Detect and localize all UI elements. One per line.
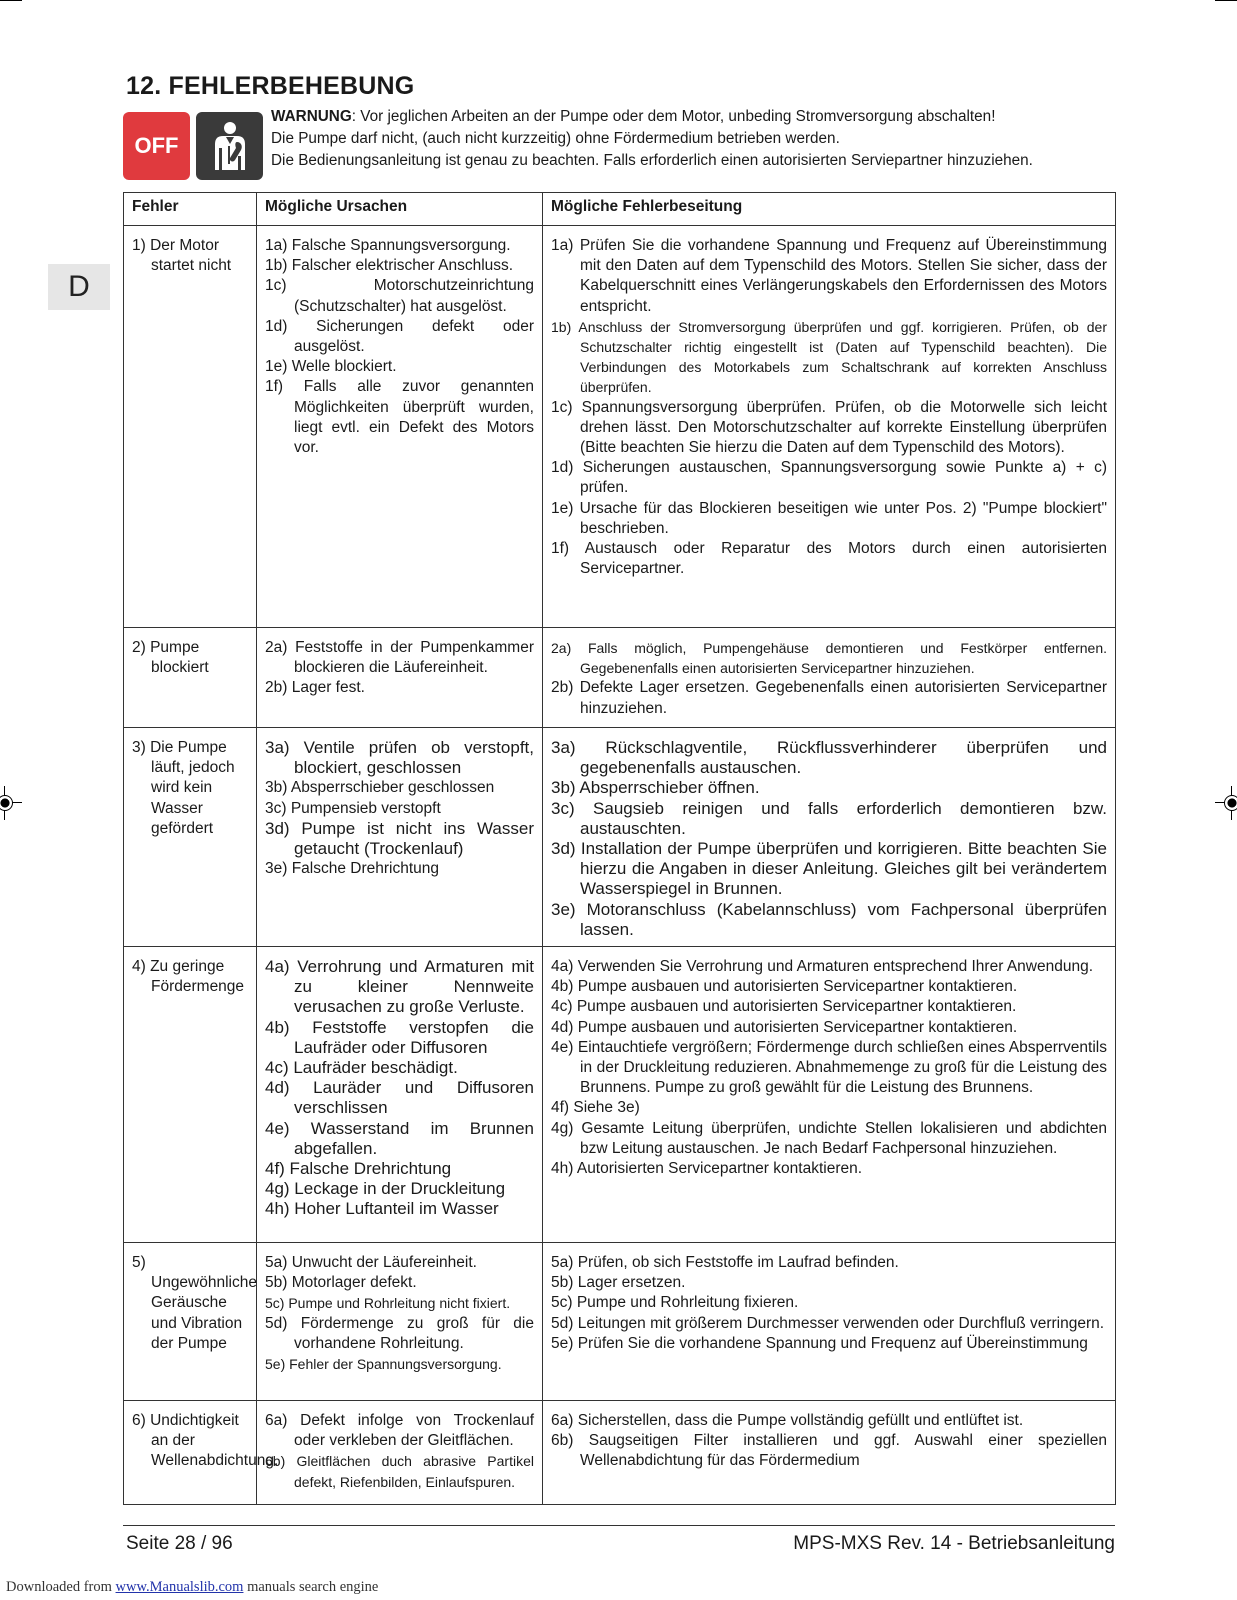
remedy-item: 5d) Leitungen mit größerem Durchmesser verwenden oder Durchfluß verringern. — [551, 1314, 1105, 1332]
remedies-cell — [543, 226, 1116, 628]
remedy-item: 3e) Motoranschluss (Kabelannschluss) vom Fachpersonal überprüfen lassen. — [551, 899, 1107, 939]
remedy-item: 4c) Pumpe ausbauen und autorisierten Servicepartner kontaktieren. — [551, 998, 1017, 1016]
remedy-item: 4b) Pumpe ausbauen und autorisierten Servicepartner kontaktieren. — [551, 978, 1018, 996]
cause-item: 5a) Unwucht der Läufereinheit. — [265, 1254, 477, 1272]
remedy-item: 4d) Pumpe ausbauen und autorisierten Servicepartner kontaktieren. — [551, 1018, 1018, 1036]
remedies-cell — [543, 1243, 1116, 1401]
crop-mark-top-right — [1215, 0, 1237, 1]
cause-item: 4b) Feststoffe verstopfen die Laufräder oder Diffusoren — [265, 1017, 534, 1057]
remedy-item: 2b) Defekte Lager ersetzen. Gegebenenfalls einen autorisierten Servicepartner hinzuziehen. — [551, 679, 1107, 717]
off-label: OFF — [134, 133, 179, 158]
remedy-item: 4a) Verwenden Sie Verrohrung und Armaturen entsprechend Ihrer Anwendung. — [551, 958, 1094, 976]
table-row — [124, 226, 1116, 628]
fault-cell — [124, 628, 257, 728]
cause-item: 1b) Falscher elektrischer Anschluss. — [265, 257, 514, 275]
page-title: 12. FEHLERBEHEBUNG — [126, 72, 415, 100]
worker-wrench-icon — [196, 112, 263, 180]
causes-cell — [257, 628, 543, 728]
fault-text: 3) Die Pumpe läuft, jedoch wird kein Wasser gefördert — [132, 739, 235, 837]
manualslib-link[interactable]: www.Manualslib.com — [115, 1579, 244, 1595]
remedy-item: 3c) Saugsieb reinigen und falls erforderlich demontieren bzw. austauschten. — [551, 798, 1107, 838]
remedy-item: 4f) Siehe 3e) — [551, 1099, 640, 1117]
remedy-item: 5b) Lager ersetzen. — [551, 1274, 686, 1292]
warning-block — [271, 106, 1033, 172]
cause-item: 4e) Wasserstand im Brunnen abgefallen. — [265, 1118, 534, 1158]
power-off-icon — [123, 112, 190, 180]
fault-cell — [124, 226, 257, 628]
remedy-item: 4g) Gesamte Leitung überprüfen, undichte Stellen lokalisieren und abdichten bzw Leitung austauschen. Je nach Bedarf Fachpersonal hinzuziehen. — [551, 1119, 1107, 1157]
download-prefix: Downloaded from — [6, 1579, 116, 1595]
cause-item: 5c) Pumpe und Rohrleitung nicht fixiert. — [265, 1295, 511, 1312]
cause-item: 4d) Lauräder und Diffusoren verschlissen — [265, 1078, 534, 1118]
remedy-item: 4e) Eintauchtiefe vergrößern; Fördermenge durch schließen eines Absperrventils in der Druckleitung reduzieren. Abnahmemenge zu groß für die Leistung des Brunnens. Pumpe zu groß gewählt für die Leistung des Brunnens. — [551, 1038, 1107, 1097]
remedy-item: 1b) Anschluss der Stromversorgung überprüfen und ggf. korrigieren. Prüfen, ob der Schutzschalter richtig eingestellt ist (Daten auf Typenschild beachten). Die Verbindungen des Motorkabels zum Schaltschrank auf korrekten Anschluss überprüfen. — [551, 318, 1107, 396]
column-header-remedies: Mögliche Fehlerbeseitung — [543, 193, 1116, 226]
page-number: Seite 28 / 96 — [126, 1533, 233, 1554]
troubleshooting-table — [123, 192, 1116, 1505]
remedies-cell — [543, 628, 1116, 728]
registration-mark-right-icon — [1215, 786, 1237, 820]
remedy-item: 6a) Sicherstellen, dass die Pumpe vollständig gefüllt und entlüftet ist. — [551, 1412, 1024, 1430]
cause-item: 2b) Lager fest. — [265, 679, 365, 697]
remedy-item: 2a) Falls möglich, Pumpengehäuse demontieren und Festkörper entfernen. Gegebenenfalls einen autorisierten Servicepartner hinzuziehen. — [551, 640, 1107, 677]
remedy-item: 1d) Sicherungen austauschen, Spannungsversorgung sowie Punkte a) + c) prüfen. — [551, 459, 1107, 497]
cause-item: 5e) Fehler der Spannungsversorgung. — [265, 1356, 502, 1373]
remedy-item: 3a) Rückschlagventile, Rückflussverhinderer überprüfen und gegebenenfalls austauschen. — [551, 738, 1107, 778]
document-title: MPS-MXS Rev. 14 - Betriebsanleitung — [793, 1533, 1115, 1554]
fault-cell — [124, 947, 257, 1243]
column-header-causes: Mögliche Ursachen — [257, 193, 543, 226]
cause-item: 1a) Falsche Spannungsversorgung. — [265, 237, 511, 254]
cause-item: 1f) Falls alle zuvor genannten Möglichkeiten überprüft wurden, liegt evtl. ein Defekt des Motors vor. — [265, 378, 534, 457]
warning-line-1-text: : Vor jeglichen Arbeiten an der Pumpe oder dem Motor, unbeding Stromversorgung abschalten! — [351, 108, 996, 125]
language-tab-label: D — [68, 270, 90, 303]
cause-item: 5b) Motorlager defekt. — [265, 1274, 417, 1292]
remedy-item: 4h) Autorisierten Servicepartner kontaktieren. — [551, 1160, 863, 1178]
download-note — [6, 1579, 378, 1596]
cause-item: 2a) Feststoffe in der Pumpenkammer blockieren die Läufereinheit. — [265, 639, 534, 677]
warning-label: WARNUNG — [271, 108, 352, 125]
fault-cell — [124, 1243, 257, 1401]
language-tab — [48, 264, 110, 310]
cause-item: 4c) Laufräder beschädigt. — [265, 1058, 458, 1078]
fault-cell — [124, 728, 257, 947]
remedy-item: 6b) Saugseitigen Filter installieren und ggf. Auswahl einer speziellen Wellenabdichtung für das Fördermedium — [551, 1432, 1107, 1470]
fault-text: 5) Ungewöhnliche Geräusche und Vibration der Pumpe — [132, 1254, 257, 1352]
remedy-item: 5c) Pumpe und Rohrleitung fixieren. — [551, 1294, 799, 1312]
table-row — [124, 947, 1116, 1243]
remedy-item: 1a) Prüfen Sie die vorhandene Spannung und Frequenz auf Übereinstimmung mit den Daten auf dem Typenschild des Motors. Stellen Sie sicher, dass der Kabelquerschnitt eines Verlängerungskabels den Erfordernissen des Motors entspricht. — [551, 237, 1107, 315]
cause-item: 5d) Fördermenge zu groß für die vorhandene Rohrleitung. — [265, 1314, 534, 1352]
cause-item: 3a) Ventile prüfen ob verstopft, blockiert, geschlossen — [265, 738, 534, 778]
causes-cell — [257, 1243, 543, 1401]
remedies-cell — [543, 947, 1116, 1243]
table-row — [124, 1243, 1116, 1401]
warning-line-3: Die Bedienungsanleitung ist genau zu beachten. Falls erforderlich einen autorisierten Serviepartner hinzuziehen. — [271, 152, 1033, 169]
remedy-item: 3d) Installation der Pumpe überprüfen und korrigieren. Bitte beachten Sie hierzu die Angaben in dieser Anleitung. Gleiches gilt bei verändertem Wasserspiegel in Brunnen. — [551, 839, 1107, 899]
remedy-item: 3b) Absperrschieber öffnen. — [551, 778, 760, 798]
remedy-item: 1e) Ursache für das Blockieren beseitigen wie unter Pos. 2) "Pumpe blockiert" beschrieben. — [551, 499, 1107, 537]
causes-cell — [257, 1401, 543, 1505]
fault-text: 4) Zu geringe Fördermenge — [132, 958, 245, 996]
causes-cell — [257, 947, 543, 1243]
cause-item: 4h) Hoher Luftanteil im Wasser — [265, 1199, 499, 1219]
cause-item: 4a) Verrohrung und Armaturen mit zu kleiner Nennweite verusachen zu große Verluste. — [265, 957, 534, 1017]
cause-item: 4g) Leckage in der Druckleitung — [265, 1179, 506, 1199]
remedies-cell — [543, 1401, 1116, 1505]
remedy-item: 5a) Prüfen, ob sich Feststoffe im Laufrad befinden. — [551, 1254, 899, 1272]
fault-text: 1) Der Motor startet nicht — [132, 237, 232, 275]
registration-mark-left-icon — [0, 786, 22, 820]
cause-item: 3d) Pumpe ist nicht ins Wasser getaucht (Trockenlauf) — [265, 818, 534, 859]
cause-item: 1d) Sicherungen defekt oder ausgelöst. — [265, 317, 534, 356]
footer-divider — [123, 1525, 1115, 1526]
download-suffix: manuals search engine — [243, 1579, 379, 1595]
warning-line-2: Die Pumpe darf nicht, (auch nicht kurzzeitig) ohne Fördermedium betrieben werden. — [271, 130, 840, 147]
causes-cell — [257, 226, 543, 628]
crop-mark-top-left — [0, 0, 22, 1]
fault-text: 6) Undichtigkeit an der Wellenabdichtung. — [132, 1412, 279, 1470]
cause-item: 3b) Absperrschieber geschlossen — [265, 779, 495, 797]
fault-text: 2) Pumpe blockiert — [132, 639, 209, 677]
causes-cell — [257, 728, 543, 947]
cause-item: 6a) Defekt infolge von Trockenlauf oder verkleben der Gleitflächen. — [265, 1412, 534, 1450]
remedies-cell — [543, 728, 1116, 947]
remedy-item: 1c) Spannungsversorgung überprüfen. Prüfen, ob die Motorwelle sich leicht drehen lässt. Den Motorschutzschalter auf korrekte Einstellung überprüfen (Bitte beachten Sie hierzu die Daten auf dem Typenschild des Motors). — [551, 398, 1107, 457]
cause-item: 1e) Welle blockiert. — [265, 358, 397, 376]
remedy-item: 1f) Austausch oder Reparatur des Motors durch einen autorisierten Servicepartner. — [551, 540, 1107, 578]
warning-line-1 — [271, 106, 1033, 128]
cause-item: 3c) Pumpensieb verstopft — [265, 799, 441, 817]
remedy-item: 5e) Prüfen Sie die vorhandene Spannung und Frequenz auf Übereinstimmung — [551, 1334, 1088, 1352]
cause-item: 3e) Falsche Drehrichtung — [265, 860, 440, 878]
fault-cell — [124, 1401, 279, 1505]
table-header-row — [124, 193, 1116, 226]
cause-item: 1c) Motorschutzeinrichtung (Schutzschalter) hat ausgelöst. — [265, 277, 534, 315]
table-row — [124, 1401, 1116, 1505]
column-header-fault: Fehler — [124, 193, 257, 226]
cause-item: 4f) Falsche Drehrichtung — [265, 1159, 452, 1179]
cause-item: 6b) Gleitflächen duch abrasive Partikel defekt, Riefenbilden, Einlaufspuren. — [265, 1453, 534, 1490]
table-row — [124, 728, 1116, 947]
table-row — [124, 628, 1116, 728]
